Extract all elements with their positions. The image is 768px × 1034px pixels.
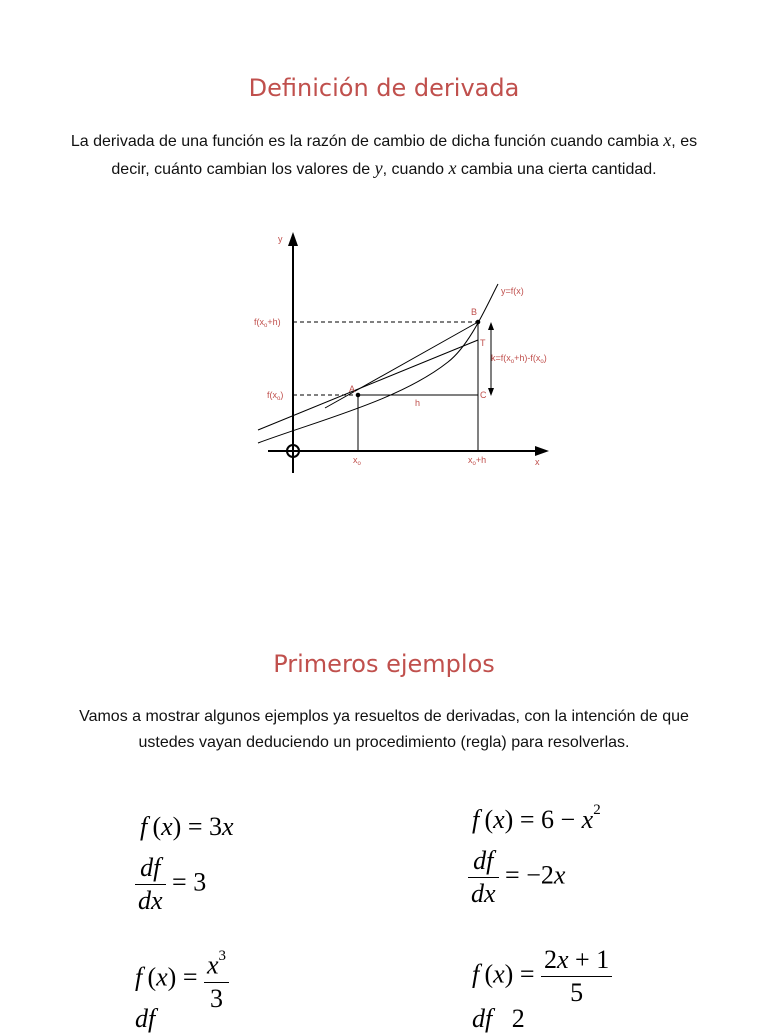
example1-derivative: $\frac{df}{dx}$ = 3 [135, 852, 206, 917]
k-arrow-head-bottom [488, 388, 494, 396]
point-b-dot [476, 320, 480, 324]
x0h-label: $x_o+h$ [468, 455, 487, 467]
section-title-examples: Primeros ejemplos [273, 650, 495, 678]
y-axis-arrow [288, 232, 298, 246]
point-c-label: C [480, 390, 487, 400]
k-label: $k=f(x_o+h)-f(x_o)$ [491, 353, 547, 365]
example2-derivative: $\frac{df}{dx}$ = −2x [468, 845, 565, 910]
x-axis-arrow [535, 446, 549, 456]
point-a-label: A [349, 384, 356, 394]
y-axis-label: y [278, 234, 283, 244]
point-t-label: T [480, 338, 486, 348]
point-a-dot [356, 393, 360, 397]
example3-derivative-partial: df [135, 1004, 156, 1033]
example4-function: f (x) = $\frac{2x + 1}{5}$ [472, 944, 612, 1009]
h-label: h [415, 398, 421, 408]
y-tick-low-label: $f(x_o)$ [267, 390, 284, 402]
section-title-definition: Definición de derivada [248, 74, 520, 102]
tangent-line [258, 340, 478, 430]
y-tick-top-label: $f(x_o+h)$ [254, 317, 281, 329]
k-arrow-head-top [488, 322, 494, 330]
examples-paragraph: Vamos a mostrar algunos ejemplos ya resueltos de derivadas, con la intención de que ustedes vayan deduciendo un procedimiento (regla) para resolverlas. [79, 708, 689, 751]
curve-label: y=f(x) [501, 286, 524, 296]
example1-function: f (x) = 3x [140, 812, 234, 841]
example4-derivative-partial: df 2 [472, 1004, 525, 1033]
point-b-label: B [471, 307, 478, 317]
x-axis-label: x [535, 457, 540, 467]
x0-label: $x_o$ [353, 455, 361, 467]
example2-function: f $(x) = 6 - x^2$ [472, 802, 601, 834]
example3-function: f (x) = $\frac{x^3}{3}$ [135, 944, 229, 1015]
definition-paragraph: La derivada de una función es la razón de cambio de dicha función cuando cambia x, es decir, cuánto cambian los valores de y, cuando x cambia una cierta cantidad. [70, 130, 698, 178]
